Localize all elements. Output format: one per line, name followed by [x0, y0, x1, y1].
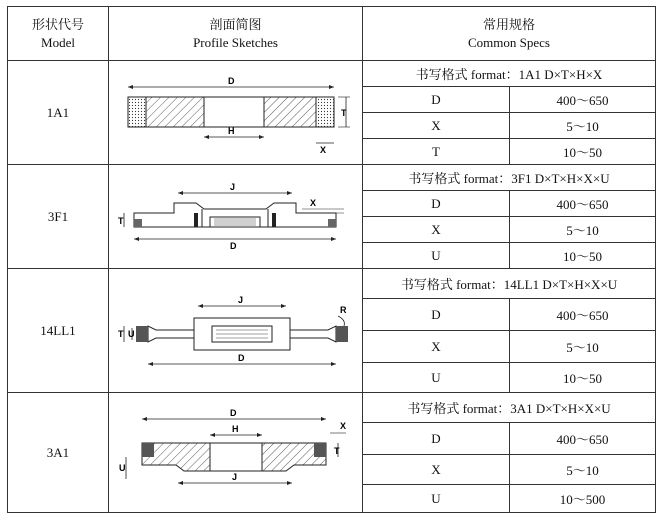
dim-label: D	[229, 240, 236, 251]
spec-value: 5～10	[510, 113, 656, 139]
dim-label: X	[339, 420, 346, 431]
spec-value: 5～10	[510, 217, 656, 243]
spec-value: 5～10	[510, 331, 656, 363]
dim-label: R	[339, 304, 346, 315]
spec-value: 400～650	[510, 299, 656, 331]
spec-value: 5～10	[510, 455, 656, 485]
dim-label: D	[229, 407, 236, 418]
spec-key: X	[363, 217, 510, 243]
model-cell: 3A1	[8, 393, 109, 513]
specs-header	[363, 7, 656, 61]
sketch-cell	[109, 269, 363, 393]
dim-label: T	[117, 215, 123, 226]
table-row	[8, 165, 656, 191]
header-row	[8, 7, 656, 61]
spec-key: U	[363, 243, 510, 269]
spec-key: D	[363, 299, 510, 331]
format-cell: 书写格式 format：1A1 D×T×H×X	[363, 61, 656, 87]
specs-header-cn: 常用规格	[482, 16, 535, 32]
sketch-1a1	[116, 65, 356, 161]
dim-label: D	[237, 352, 244, 363]
model-header-en: Model	[41, 34, 75, 50]
spec-value: 10～50	[510, 139, 656, 165]
sketch-cell	[109, 393, 363, 513]
sketch-header-cn: 剖面简图	[209, 16, 262, 32]
table-row	[8, 269, 656, 299]
dim-label: J	[229, 181, 235, 192]
spec-value: 10～50	[510, 243, 656, 269]
spec-value: 10～50	[510, 363, 656, 393]
spec-key: U	[363, 363, 510, 393]
spec-key: X	[363, 331, 510, 363]
table-row	[8, 61, 656, 87]
model-cell: 14LL1	[8, 269, 109, 393]
model-header	[8, 7, 109, 61]
spec-value: 400～650	[510, 87, 656, 113]
dim-label: J	[237, 294, 243, 305]
dim-label: T	[333, 445, 339, 456]
format-cell: 书写格式 format：3F1 D×T×H×X×U	[363, 165, 656, 191]
sketch-header	[109, 7, 363, 61]
dim-label: T	[340, 107, 346, 118]
sketch-14ll1	[116, 276, 356, 386]
spec-key: D	[363, 423, 510, 455]
dim-label: D	[227, 75, 234, 86]
sketch-3f1	[116, 169, 356, 265]
sketch-cell	[109, 165, 363, 269]
spec-key: U	[363, 485, 510, 513]
spec-key: X	[363, 113, 510, 139]
dim-label: H	[227, 125, 234, 136]
dim-label: H	[231, 423, 238, 434]
wheel-spec-table	[7, 6, 656, 513]
spec-value: 10～500	[510, 485, 656, 513]
specs-header-en: Common Specs	[468, 34, 550, 50]
dim-label: J	[231, 471, 237, 482]
spec-value: 400～650	[510, 191, 656, 217]
sketch-header-en: Profile Sketches	[193, 34, 278, 50]
dim-label: U	[127, 328, 134, 339]
sketch-3a1	[116, 397, 356, 509]
spec-key: X	[363, 455, 510, 485]
spec-key: D	[363, 87, 510, 113]
spec-key: T	[363, 139, 510, 165]
dim-label: T	[117, 328, 123, 339]
table-row	[8, 393, 656, 423]
format-cell: 书写格式 format：3A1 D×T×H×X×U	[363, 393, 656, 423]
model-cell: 1A1	[8, 61, 109, 165]
model-header-cn: 形状代号	[31, 16, 84, 32]
format-cell: 书写格式 format：14LL1 D×T×H×X×U	[363, 269, 656, 299]
spec-value: 400～650	[510, 423, 656, 455]
dim-label: X	[309, 197, 316, 208]
spec-key: D	[363, 191, 510, 217]
model-cell: 3F1	[8, 165, 109, 269]
sketch-cell	[109, 61, 363, 165]
dim-label: U	[118, 462, 125, 473]
dim-label: X	[319, 144, 326, 155]
